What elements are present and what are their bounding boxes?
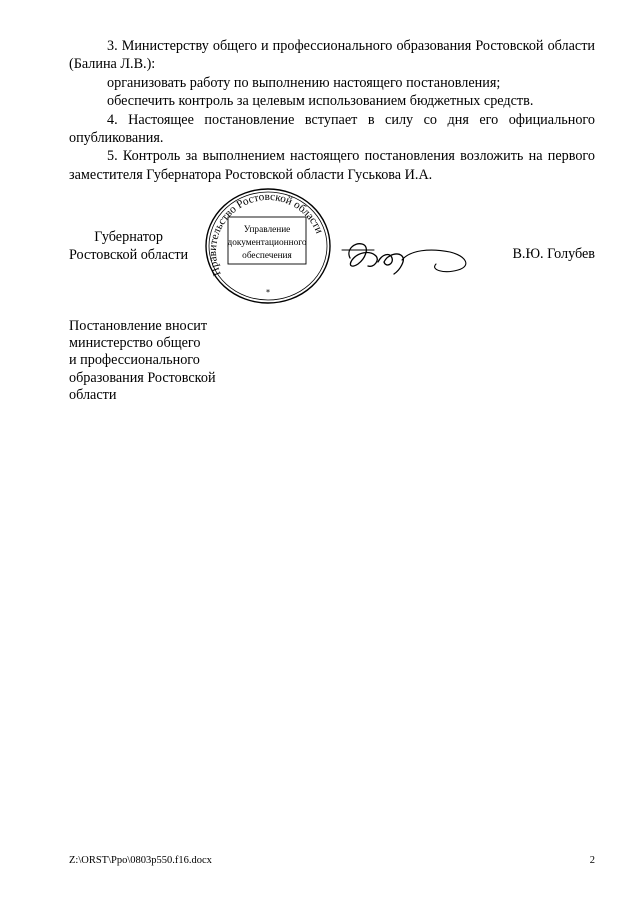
signatory-title [69, 229, 188, 264]
seal-center-line-3: обеспечения [242, 251, 292, 261]
introduced-by-note [69, 318, 216, 404]
seal-star-icon: * [266, 288, 270, 297]
signatory-title-line-1: Губернатор [94, 229, 163, 245]
official-seal [201, 186, 335, 306]
signature-graphic [340, 236, 475, 280]
seal-center-line-2: документационного [227, 238, 307, 248]
page-number: 2 [589, 855, 595, 866]
footer-file-path: Z:\ORST\Ppo\0803p550.f16.docx [69, 855, 212, 866]
signatory-title-line-2: Ростовской области [69, 246, 189, 263]
introduced-by-line-3: и профессионального [69, 352, 200, 369]
introduced-by-line-2: министерство общего [69, 335, 201, 352]
signatory-name: В.Ю. Голубев [512, 246, 595, 262]
seal-ring-text: Правительство Ростовской области [206, 190, 326, 278]
paragraph-4: 4. Настоящее постановление вступает в силу со дня его официального опубликования. [69, 111, 595, 147]
paragraph-3-item-2: обеспечить контроль за целевым использованием бюджетных средств. [107, 93, 534, 110]
paragraph-3: 3. Министерству общего и профессионального образования Ростовской области (Балина Л.В.): [69, 38, 595, 73]
seal-graphic [201, 186, 335, 306]
paragraph-5: 5. Контроль за выполнением настоящего постановления возложить на первого заместителя Губернатора Ростовской области Гуськова И.А. [69, 148, 595, 183]
paragraph-3-item-1: организовать работу по выполнению настоящего постановления; [107, 74, 501, 91]
introduced-by-line-1: Постановление вносит [69, 318, 208, 334]
seal-center-line-1: Управление [243, 225, 291, 235]
document-body [69, 37, 595, 184]
introduced-by-line-4: образования Ростовской [69, 369, 216, 386]
introduced-by-line-5: области [69, 386, 117, 403]
handwritten-signature [340, 236, 475, 280]
